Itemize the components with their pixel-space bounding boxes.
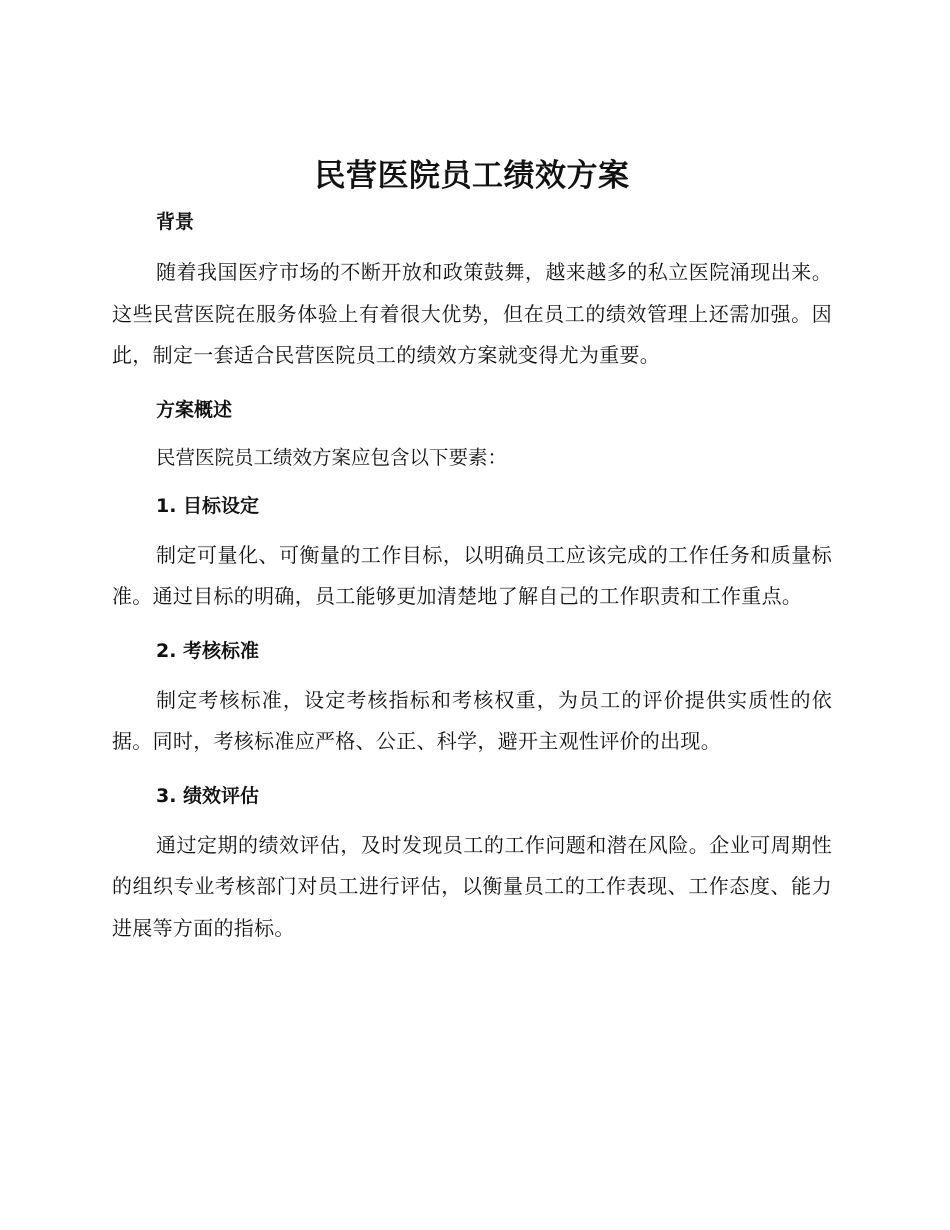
section-heading-criteria: 2. 考核标准 — [156, 639, 260, 662]
paragraph-criteria: 制定考核标准，设定考核指标和考核权重，为员工的评价提供实质性的依据。同时，考核标准应严格、公正、科学，避开主观性评价的出现。 — [112, 687, 832, 753]
paragraph-overview-intro: 民营医院员工绩效方案应包含以下要素： — [156, 445, 508, 469]
paragraph-background: 随着我国医疗市场的不断开放和政策鼓舞，越来越多的私立医院涌现出来。这些民营医院在服务体验上有着很大优势，但在员工的绩效管理上还需加强。因此，制定一套适合民营医院员工的绩效方案就变得尤为重要。 — [112, 260, 832, 367]
document-title: 民营医院员工绩效方案 — [314, 158, 630, 194]
section-heading-background: 背景 — [156, 211, 195, 233]
section-heading-goal: 1. 目标设定 — [156, 494, 260, 517]
paragraph-evaluation: 通过定期的绩效评估，及时发现员工的工作问题和潜在风险。企业可周期性的组织专业考核部门对员工进行评估，以衡量员工的工作表现、工作态度、能力进展等方面的指标。 — [112, 832, 832, 940]
section-heading-evaluation: 3. 绩效评估 — [156, 784, 260, 807]
section-heading-overview: 方案概述 — [156, 398, 233, 421]
document-body — [112, 146, 832, 949]
paragraph-goal: 制定可量化、可衡量的工作目标，以明确员工应该完成的工作任务和质量标准。通过目标的明确，员工能够更加清楚地了解自己的工作职责和工作重点。 — [112, 542, 832, 608]
